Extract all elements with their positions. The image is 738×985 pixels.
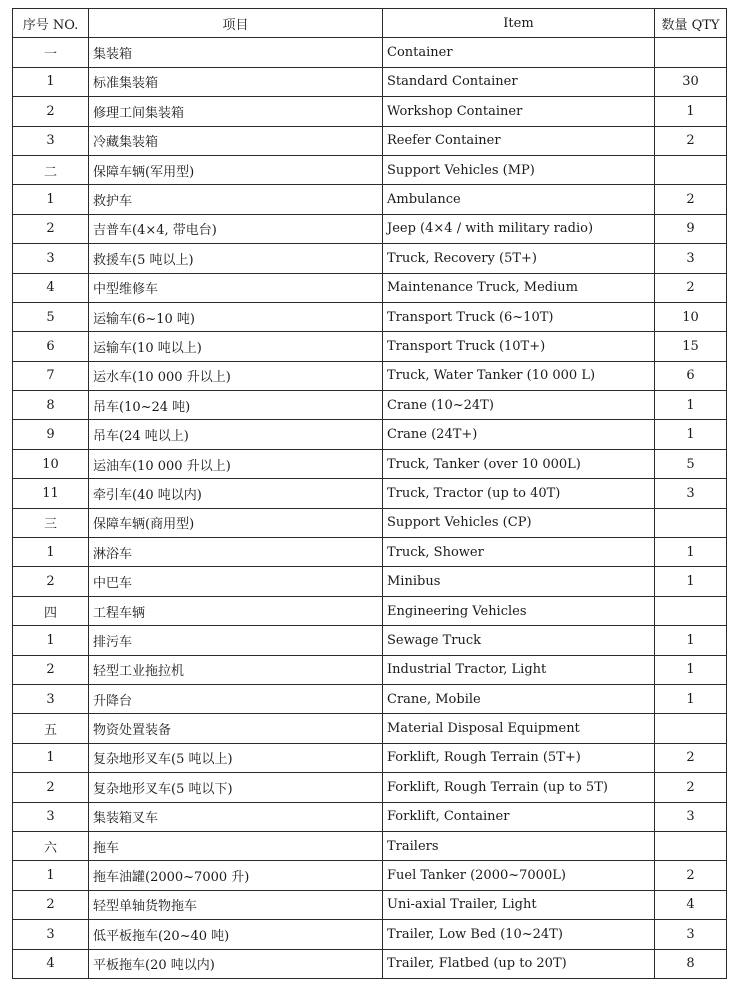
item-english: Forklift, Container bbox=[383, 802, 655, 831]
item-chinese: 运油车(10 000 升以上) bbox=[89, 449, 383, 478]
row-number: 2 bbox=[13, 773, 89, 802]
table-row bbox=[13, 714, 727, 743]
quantity: 1 bbox=[655, 538, 727, 567]
quantity: 3 bbox=[655, 479, 727, 508]
item-chinese: 中巴车 bbox=[89, 567, 383, 596]
quantity: 8 bbox=[655, 949, 727, 978]
quantity: 6 bbox=[655, 361, 727, 390]
item-chinese: 牵引车(40 吨以内) bbox=[89, 479, 383, 508]
item-chinese: 吊车(10~24 吨) bbox=[89, 391, 383, 420]
row-number: 11 bbox=[13, 479, 89, 508]
equipment-table bbox=[12, 8, 727, 979]
item-chinese: 标准集装箱 bbox=[89, 67, 383, 96]
item-chinese: 吊车(24 吨以上) bbox=[89, 420, 383, 449]
table-row bbox=[13, 479, 727, 508]
item-english: Transport Truck (10T+) bbox=[383, 332, 655, 361]
item-chinese: 物资处置装备 bbox=[89, 714, 383, 743]
table-row bbox=[13, 920, 727, 949]
item-chinese: 拖车油罐(2000~7000 升) bbox=[89, 861, 383, 890]
table-row bbox=[13, 773, 727, 802]
quantity: 1 bbox=[655, 626, 727, 655]
item-chinese: 拖车 bbox=[89, 831, 383, 860]
item-english: Standard Container bbox=[383, 67, 655, 96]
quantity: 15 bbox=[655, 332, 727, 361]
quantity: 9 bbox=[655, 214, 727, 243]
item-english: Truck, Water Tanker (10 000 L) bbox=[383, 361, 655, 390]
item-chinese: 复杂地形叉车(5 吨以下) bbox=[89, 773, 383, 802]
quantity: 2 bbox=[655, 773, 727, 802]
quantity: 10 bbox=[655, 302, 727, 331]
row-number: 1 bbox=[13, 67, 89, 96]
item-english: Forklift, Rough Terrain (5T+) bbox=[383, 743, 655, 772]
table-row bbox=[13, 890, 727, 919]
item-english: Support Vehicles (CP) bbox=[383, 508, 655, 537]
table-row bbox=[13, 155, 727, 184]
item-english: Truck, Tanker (over 10 000L) bbox=[383, 449, 655, 478]
row-number: 3 bbox=[13, 684, 89, 713]
item-chinese: 低平板拖车(20~40 吨) bbox=[89, 920, 383, 949]
row-number: 2 bbox=[13, 567, 89, 596]
item-english: Ambulance bbox=[383, 185, 655, 214]
table-row bbox=[13, 508, 727, 537]
table-row bbox=[13, 567, 727, 596]
table-row bbox=[13, 449, 727, 478]
item-chinese: 保障车辆(商用型) bbox=[89, 508, 383, 537]
item-english: Truck, Recovery (5T+) bbox=[383, 244, 655, 273]
quantity: 2 bbox=[655, 861, 727, 890]
item-chinese: 运输车(6~10 吨) bbox=[89, 302, 383, 331]
row-number: 1 bbox=[13, 538, 89, 567]
item-chinese: 淋浴车 bbox=[89, 538, 383, 567]
table-row bbox=[13, 391, 727, 420]
row-number: 2 bbox=[13, 97, 89, 126]
table-row bbox=[13, 538, 727, 567]
item-english: Workshop Container bbox=[383, 97, 655, 126]
quantity bbox=[655, 831, 727, 860]
quantity: 3 bbox=[655, 244, 727, 273]
table-row bbox=[13, 861, 727, 890]
row-number: 六 bbox=[13, 831, 89, 860]
quantity: 30 bbox=[655, 67, 727, 96]
table-body bbox=[13, 38, 727, 979]
item-english: Transport Truck (6~10T) bbox=[383, 302, 655, 331]
item-english: Crane, Mobile bbox=[383, 684, 655, 713]
table-row bbox=[13, 214, 727, 243]
table-row bbox=[13, 244, 727, 273]
quantity: 4 bbox=[655, 890, 727, 919]
table-row bbox=[13, 802, 727, 831]
quantity: 1 bbox=[655, 684, 727, 713]
item-english: Trailers bbox=[383, 831, 655, 860]
header-item-en: Item bbox=[383, 9, 655, 38]
row-number: 7 bbox=[13, 361, 89, 390]
item-english: Crane (24T+) bbox=[383, 420, 655, 449]
row-number: 五 bbox=[13, 714, 89, 743]
item-english: Engineering Vehicles bbox=[383, 596, 655, 625]
item-chinese: 轻型单轴货物拖车 bbox=[89, 890, 383, 919]
quantity bbox=[655, 38, 727, 67]
row-number: 3 bbox=[13, 920, 89, 949]
item-chinese: 集装箱 bbox=[89, 38, 383, 67]
item-chinese: 平板拖车(20 吨以内) bbox=[89, 949, 383, 978]
header-row bbox=[13, 9, 727, 38]
table-row bbox=[13, 684, 727, 713]
header-item-zh: 项目 bbox=[89, 9, 383, 38]
table-row bbox=[13, 420, 727, 449]
table-row bbox=[13, 743, 727, 772]
quantity: 1 bbox=[655, 97, 727, 126]
item-english: Minibus bbox=[383, 567, 655, 596]
item-chinese: 复杂地形叉车(5 吨以上) bbox=[89, 743, 383, 772]
quantity: 2 bbox=[655, 273, 727, 302]
table-row bbox=[13, 596, 727, 625]
table-row bbox=[13, 185, 727, 214]
row-number: 1 bbox=[13, 626, 89, 655]
item-english: Container bbox=[383, 38, 655, 67]
item-english: Maintenance Truck, Medium bbox=[383, 273, 655, 302]
item-english: Material Disposal Equipment bbox=[383, 714, 655, 743]
table-row bbox=[13, 655, 727, 684]
quantity bbox=[655, 155, 727, 184]
quantity: 3 bbox=[655, 920, 727, 949]
item-chinese: 排污车 bbox=[89, 626, 383, 655]
item-english: Uni-axial Trailer, Light bbox=[383, 890, 655, 919]
quantity: 3 bbox=[655, 802, 727, 831]
item-chinese: 工程车辆 bbox=[89, 596, 383, 625]
table-row bbox=[13, 273, 727, 302]
row-number: 2 bbox=[13, 214, 89, 243]
row-number: 1 bbox=[13, 743, 89, 772]
item-chinese: 冷藏集装箱 bbox=[89, 126, 383, 155]
quantity: 5 bbox=[655, 449, 727, 478]
row-number: 4 bbox=[13, 273, 89, 302]
item-chinese: 轻型工业拖拉机 bbox=[89, 655, 383, 684]
quantity: 2 bbox=[655, 185, 727, 214]
table-row bbox=[13, 949, 727, 978]
item-english: Truck, Shower bbox=[383, 538, 655, 567]
row-number: 9 bbox=[13, 420, 89, 449]
table-row bbox=[13, 38, 727, 67]
row-number: 3 bbox=[13, 126, 89, 155]
item-english: Forklift, Rough Terrain (up to 5T) bbox=[383, 773, 655, 802]
row-number: 三 bbox=[13, 508, 89, 537]
quantity: 1 bbox=[655, 420, 727, 449]
row-number: 3 bbox=[13, 802, 89, 831]
quantity: 1 bbox=[655, 391, 727, 420]
table-row bbox=[13, 332, 727, 361]
row-number: 3 bbox=[13, 244, 89, 273]
row-number: 2 bbox=[13, 890, 89, 919]
quantity bbox=[655, 714, 727, 743]
item-english: Reefer Container bbox=[383, 126, 655, 155]
header-no: 序号 NO. bbox=[13, 9, 89, 38]
item-chinese: 保障车辆(军用型) bbox=[89, 155, 383, 184]
item-english: Trailer, Low Bed (10~24T) bbox=[383, 920, 655, 949]
row-number: 一 bbox=[13, 38, 89, 67]
quantity: 2 bbox=[655, 126, 727, 155]
table-row bbox=[13, 626, 727, 655]
row-number: 四 bbox=[13, 596, 89, 625]
item-english: Support Vehicles (MP) bbox=[383, 155, 655, 184]
table-row bbox=[13, 302, 727, 331]
item-chinese: 修理工间集装箱 bbox=[89, 97, 383, 126]
row-number: 6 bbox=[13, 332, 89, 361]
row-number: 4 bbox=[13, 949, 89, 978]
table-row bbox=[13, 361, 727, 390]
quantity bbox=[655, 596, 727, 625]
row-number: 8 bbox=[13, 391, 89, 420]
row-number: 2 bbox=[13, 655, 89, 684]
item-english: Trailer, Flatbed (up to 20T) bbox=[383, 949, 655, 978]
item-chinese: 升降台 bbox=[89, 684, 383, 713]
quantity: 1 bbox=[655, 655, 727, 684]
table-row bbox=[13, 126, 727, 155]
row-number: 5 bbox=[13, 302, 89, 331]
item-chinese: 救援车(5 吨以上) bbox=[89, 244, 383, 273]
item-english: Crane (10~24T) bbox=[383, 391, 655, 420]
table-row bbox=[13, 67, 727, 96]
item-chinese: 中型维修车 bbox=[89, 273, 383, 302]
row-number: 1 bbox=[13, 185, 89, 214]
quantity bbox=[655, 508, 727, 537]
table-row bbox=[13, 97, 727, 126]
item-english: Sewage Truck bbox=[383, 626, 655, 655]
item-chinese: 集装箱叉车 bbox=[89, 802, 383, 831]
table-row bbox=[13, 831, 727, 860]
item-english: Fuel Tanker (2000~7000L) bbox=[383, 861, 655, 890]
quantity: 1 bbox=[655, 567, 727, 596]
item-chinese: 运水车(10 000 升以上) bbox=[89, 361, 383, 390]
item-english: Jeep (4×4 / with military radio) bbox=[383, 214, 655, 243]
row-number: 10 bbox=[13, 449, 89, 478]
item-english: Truck, Tractor (up to 40T) bbox=[383, 479, 655, 508]
item-english: Industrial Tractor, Light bbox=[383, 655, 655, 684]
item-chinese: 运输车(10 吨以上) bbox=[89, 332, 383, 361]
header-qty: 数量 QTY bbox=[655, 9, 727, 38]
quantity: 2 bbox=[655, 743, 727, 772]
row-number: 1 bbox=[13, 861, 89, 890]
item-chinese: 吉普车(4×4, 带电台) bbox=[89, 214, 383, 243]
item-chinese: 救护车 bbox=[89, 185, 383, 214]
row-number: 二 bbox=[13, 155, 89, 184]
